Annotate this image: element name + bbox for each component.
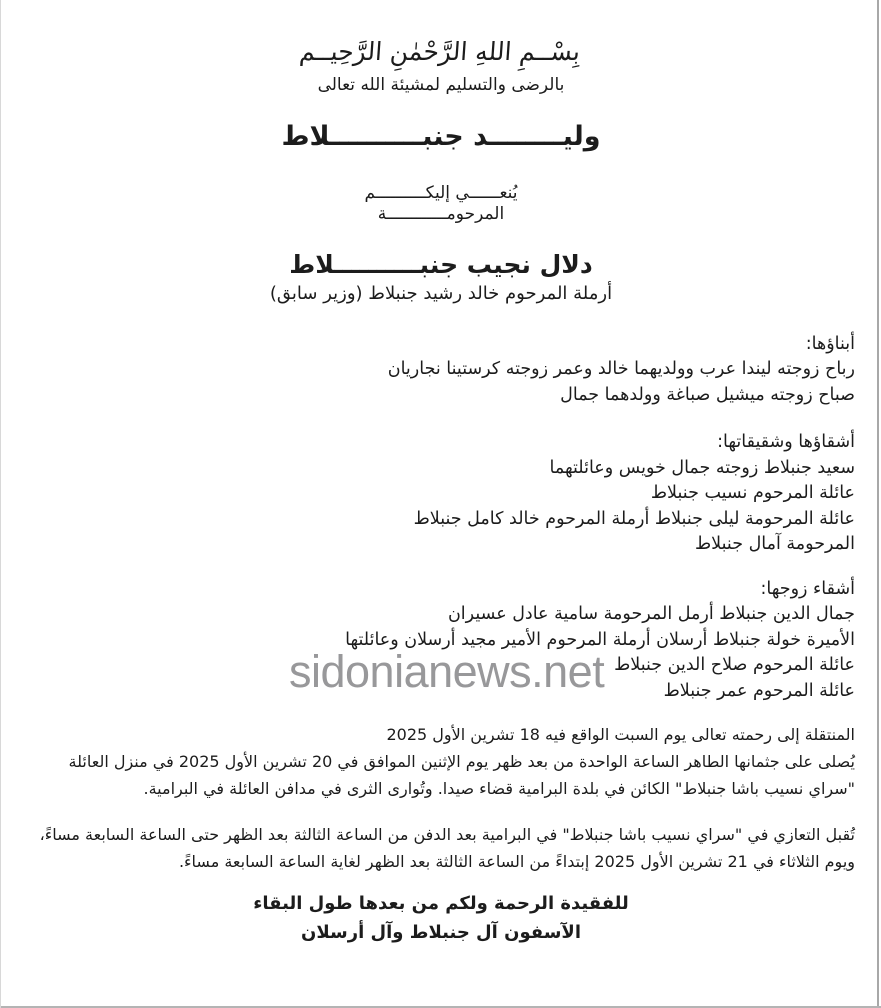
sidonianews-watermark: sidonianews.net [289,646,605,697]
deceased-description: أرملة المرحوم خالد رشيد جنبلاط (وزير سابق) [269,282,613,304]
submission-tagline: بالرضى والتسليم لمشيئة الله تعالى [317,74,565,95]
relative-line: جمال الدين جنبلاط أرمل المرحومة سامية عادل عسيران [447,604,855,625]
section-children-heading: أبناؤها: [805,333,855,354]
section-siblings [27,430,855,558]
passing-date-line: المنتقلة إلى رحمته تعالى يوم السبت الواقع فيه 18 تشرين الأول 2025 [386,725,855,745]
relative-line: سعيد جنبلاط زوجته جمال خويس وعائلتهما [549,457,855,478]
section-husband-siblings [27,577,855,705]
relative-line: صباح زوجته ميشيل صباغة وولدهما جمال [560,384,855,405]
funeral-prayer-line: يُصلى على جثمانها الطاهر الساعة الواحدة من بعد ظهر يوم الإثنين الموافق في 20 تشرين الأول 2025 في منزل العائلة [68,752,855,772]
section-siblings-heading: أشقاؤها وشقيقاتها: [717,432,855,453]
obituary-document [1,0,881,947]
relative-line: عائلة المرحوم صلاح الدين جنبلاط [614,655,855,676]
section-children [27,332,855,409]
closing-block [27,889,855,947]
relative-line: عائلة المرحوم عمر جنبلاط [663,680,855,701]
relative-line: المرحومة آمال جنبلاط [695,534,855,555]
announcer-name: وليــــــــد جنبــــــــــلاط [281,120,601,152]
announce-phrase: يُنعــــــي إليكــــــــــم [364,182,518,203]
condolences-day1-line: تُقبل التعازي في "سراي نسيب باشا جنبلاط" في البرامية بعد الدفن من الساعة الثالثة بعد الظهر حتى الساعة السابعة مساءً، [39,825,855,845]
funeral-announcement [27,721,855,802]
deceased-honorific: المرحومــــــــــــة [377,203,505,224]
relative-line: عائلة المرحومة ليلى جنبلاط أرملة المرحوم خالد كامل جنبلاط [413,508,855,529]
burial-location-line: "سراي نسيب باشا جنبلاط" الكائن في بلدة البرامية قضاء صيدا. وتُوارى الثرى في مدافن العائلة في البرامية. [143,779,855,799]
section-husband-siblings-heading: أشقاء زوجها: [760,578,855,599]
relative-line: الأميرة خولة جنبلاط أرسلان أرملة المرحوم الأمير مجيد أرسلان وعائلتها [345,629,855,650]
deceased-name: دلال نجيب جنبــــــــــلاط [289,249,593,279]
mercy-line: للفقيدة الرحمة ولكم من بعدها طول البقاء [253,893,629,915]
condolences-announcement [27,821,855,875]
mourners-line: الآسفون آل جنبلاط وآل أرسلان [300,922,581,944]
condolences-day2-line: ويوم الثلاثاء في 21 تشرين الأول 2025 إبتداءً من الساعة الثالثة بعد الظهر لغاية الساعة السابعة مساءً. [178,852,855,872]
relative-line: رباح زوجته ليندا عرب وولديهما خالد وعمر زوجته كرستينا نجاريان [387,359,855,380]
basmala-calligraphy: بِسْــمِ اللهِ الرَّحْمٰنِ الرَّحِيــم [298,37,582,66]
relative-line: عائلة المرحوم نسيب جنبلاط [650,483,855,504]
